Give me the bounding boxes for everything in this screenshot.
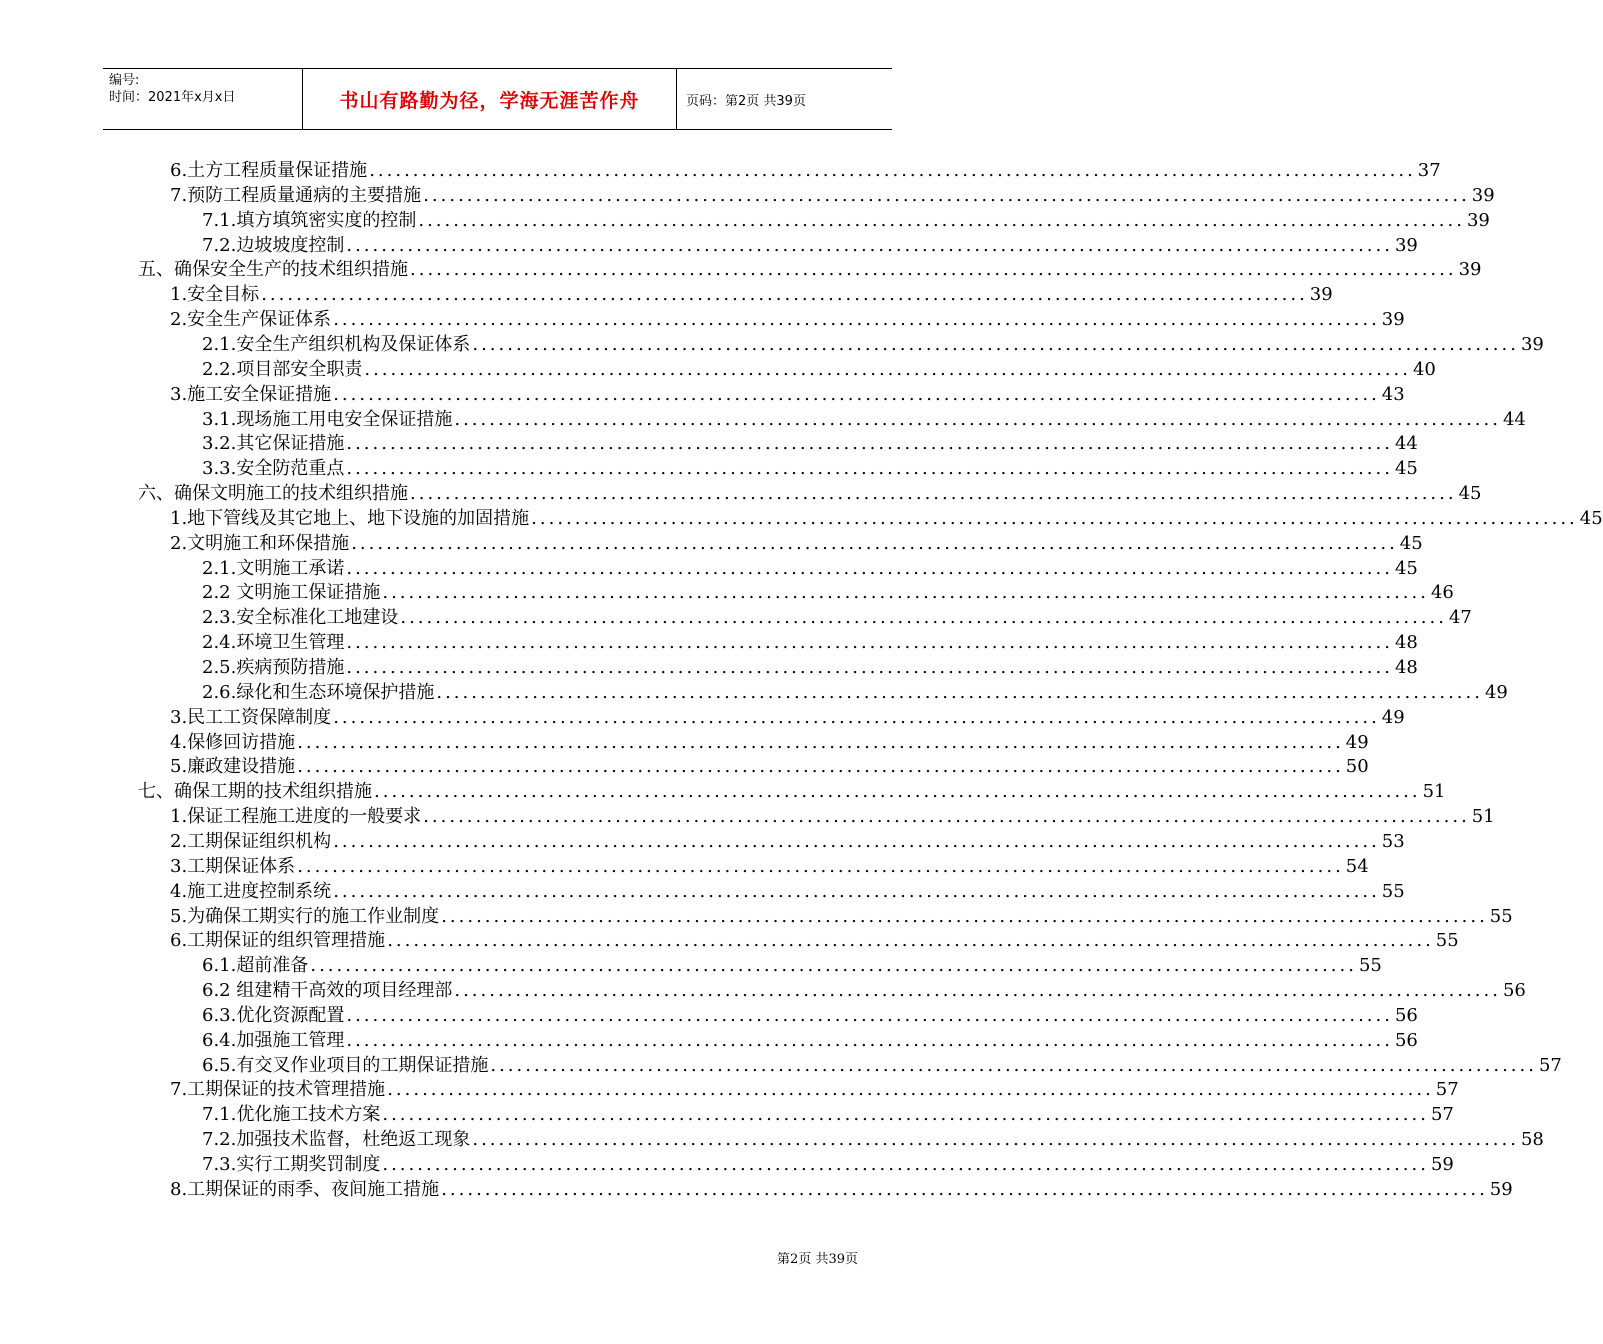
toc-entry-page: 56 bbox=[1502, 980, 1526, 1002]
toc-leader-dots: ........................................................................................................................ bbox=[387, 930, 1434, 952]
toc-entry[interactable] bbox=[202, 1027, 1418, 1052]
header-page-label: 页码：第2页 共39页 bbox=[686, 93, 806, 109]
toc-leader-dots: ........................................................................................................................ bbox=[382, 1154, 1429, 1175]
toc-entry-page: 47 bbox=[1448, 607, 1472, 629]
toc-entry[interactable] bbox=[202, 1052, 1562, 1077]
toc-entry-page: 59 bbox=[1489, 1178, 1513, 1200]
toc-entry[interactable] bbox=[170, 704, 1405, 729]
toc-entry-page: 51 bbox=[1471, 806, 1495, 828]
toc-entry[interactable] bbox=[202, 406, 1526, 431]
toc-entry-title: 6.4.加强施工管理 bbox=[202, 1029, 345, 1051]
toc-entry-title: 3.3.安全防范重点 bbox=[202, 458, 345, 480]
toc-leader-dots: ........................................................................................................................ bbox=[454, 980, 1501, 1002]
toc-entry-title: 2.2 文明施工保证措施 bbox=[202, 582, 381, 604]
toc-leader-dots: ........................................................................................................................ bbox=[346, 433, 1393, 455]
toc-leader-dots: ........................................................................................................................ bbox=[382, 1104, 1429, 1126]
toc-leader-dots: ........................................................................................................................ bbox=[382, 582, 1429, 604]
toc-entry-title: 2.文明施工和环保措施 bbox=[170, 532, 350, 554]
toc-entry[interactable] bbox=[170, 306, 1405, 331]
toc-leader-dots: ........................................................................................................................ bbox=[333, 706, 1380, 728]
toc-entry-title: 2.安全生产保证体系 bbox=[170, 309, 332, 331]
toc-leader-dots: ........................................................................................................................ bbox=[374, 781, 1421, 803]
footer-page-label: 第2页 共39页 bbox=[777, 1252, 858, 1267]
toc-entry-page: 55 bbox=[1358, 955, 1382, 977]
toc-entry-page: 45 bbox=[1394, 557, 1418, 579]
toc-entry[interactable] bbox=[202, 679, 1508, 704]
toc-leader-dots: ........................................................................................................................ bbox=[400, 607, 1447, 629]
toc-leader-dots: ........................................................................................................................ bbox=[333, 383, 1380, 405]
toc-leader-dots: ........................................................................................................................ bbox=[346, 657, 1393, 678]
toc-entry-title: 8.工期保证的雨季、夜间施工措施 bbox=[170, 1178, 440, 1200]
toc-entry-page: 55 bbox=[1435, 930, 1459, 952]
toc-entry-title: 6.5.有交叉作业项目的工期保证措施 bbox=[202, 1054, 489, 1076]
toc-leader-dots: ........................................................................................................................ bbox=[364, 358, 1411, 380]
toc-entry-title: 六、确保文明施工的技术组织措施 bbox=[138, 483, 408, 505]
document-number-label: 编号: bbox=[109, 73, 140, 88]
toc-leader-dots: ........................................................................................................................ bbox=[472, 333, 1519, 355]
toc-entry-title: 6.工期保证的组织管理措施 bbox=[170, 930, 386, 952]
toc-entry[interactable] bbox=[202, 455, 1418, 480]
toc-leader-dots: ........................................................................................................................ bbox=[346, 557, 1393, 579]
toc-leader-dots: ........................................................................................................................ bbox=[369, 160, 1416, 181]
toc-entry[interactable] bbox=[170, 828, 1405, 853]
toc-entry-title: 3.1.现场施工用电安全保证措施 bbox=[202, 408, 453, 430]
toc-entry-page: 37 bbox=[1417, 160, 1441, 181]
header-motto-cell bbox=[303, 69, 677, 129]
toc-entry-title: 4.保修回访措施 bbox=[170, 731, 296, 753]
toc-leader-dots: ........................................................................................................................ bbox=[346, 458, 1393, 480]
toc-entry[interactable] bbox=[202, 1151, 1454, 1176]
toc-entry-page: 59 bbox=[1430, 1154, 1454, 1175]
page-header bbox=[103, 68, 892, 130]
toc-leader-dots: ........................................................................................................................ bbox=[472, 1129, 1519, 1151]
toc-entry-title: 2.工期保证组织机构 bbox=[170, 830, 332, 852]
header-motto: 书山有路勤为径，学海无涯苦作舟 bbox=[339, 89, 640, 112]
toc-entry-page: 45 bbox=[1579, 507, 1603, 529]
toc-entry-title: 2.1.文明施工承诺 bbox=[202, 557, 345, 579]
toc-entry-title: 3.民工工资保障制度 bbox=[170, 706, 332, 728]
toc-entry-title: 6.1.超前准备 bbox=[202, 955, 309, 977]
header-meta bbox=[103, 69, 303, 129]
toc-entry[interactable] bbox=[170, 381, 1405, 406]
toc-leader-dots: ........................................................................................................................ bbox=[333, 830, 1380, 852]
toc-entry-title: 1.安全目标 bbox=[170, 284, 260, 306]
toc-leader-dots: ........................................................................................................................ bbox=[423, 184, 1470, 206]
toc-entry-title: 3.施工安全保证措施 bbox=[170, 383, 332, 405]
toc-entry-page: 44 bbox=[1502, 408, 1526, 430]
toc-entry-title: 7.2.边坡坡度控制 bbox=[202, 234, 345, 256]
toc-leader-dots: ........................................................................................................................ bbox=[441, 905, 1488, 927]
toc-entry-title: 1.保证工程施工进度的一般要求 bbox=[170, 806, 422, 828]
toc-entry-title: 7.2.加强技术监督，杜绝返工现象 bbox=[202, 1129, 471, 1151]
toc-entry-title: 7.1.填方填筑密实度的控制 bbox=[202, 209, 417, 231]
toc-leader-dots: ........................................................................................................................ bbox=[346, 1004, 1393, 1026]
toc-entry[interactable] bbox=[170, 729, 1369, 754]
toc-entry[interactable] bbox=[170, 157, 1441, 182]
toc-entry[interactable] bbox=[138, 778, 1446, 803]
toc-entry-page: 48 bbox=[1394, 632, 1418, 654]
toc-leader-dots: ........................................................................................................................ bbox=[418, 209, 1465, 231]
toc-entry-page: 55 bbox=[1381, 880, 1405, 902]
document-date-label: 时间：2021年x月x日 bbox=[109, 90, 236, 105]
toc-entry-title: 2.5.疾病预防措施 bbox=[202, 657, 345, 678]
toc-entry-title: 3.2.其它保证措施 bbox=[202, 433, 345, 455]
toc-entry[interactable] bbox=[202, 1101, 1454, 1126]
toc-entry-title: 2.1.安全生产组织机构及保证体系 bbox=[202, 333, 471, 355]
toc-entry[interactable] bbox=[202, 555, 1418, 580]
toc-leader-dots: ........................................................................................................................ bbox=[423, 806, 1470, 828]
toc-leader-dots: ........................................................................................................................ bbox=[333, 309, 1380, 331]
toc-entry[interactable] bbox=[202, 331, 1544, 356]
toc-entry-page: 39 bbox=[1458, 259, 1482, 281]
toc-entry[interactable] bbox=[170, 281, 1333, 306]
toc-entry-page: 45 bbox=[1399, 532, 1423, 554]
toc-entry-title: 七、确保工期的技术组织措施 bbox=[138, 781, 372, 803]
toc-entry-title: 2.3.安全标准化工地建设 bbox=[202, 607, 399, 629]
toc-entry-page: 49 bbox=[1484, 681, 1508, 703]
toc-entry[interactable] bbox=[202, 1002, 1418, 1027]
toc-entry-title: 4.施工进度控制系统 bbox=[170, 880, 332, 902]
toc-leader-dots: ........................................................................................................................ bbox=[436, 681, 1483, 703]
toc-entry-page: 39 bbox=[1394, 234, 1418, 256]
toc-entry-page: 48 bbox=[1394, 657, 1418, 678]
toc-leader-dots: ........................................................................................................................ bbox=[454, 408, 1501, 430]
toc-entry-page: 53 bbox=[1381, 830, 1405, 852]
toc-entry[interactable] bbox=[170, 753, 1369, 778]
toc-entry-page: 39 bbox=[1309, 284, 1333, 306]
toc-entry[interactable] bbox=[202, 579, 1454, 604]
toc-entry-page: 57 bbox=[1538, 1054, 1562, 1076]
toc-entry-page: 39 bbox=[1520, 333, 1544, 355]
toc-leader-dots: ........................................................................................................................ bbox=[346, 1029, 1393, 1051]
toc-entry[interactable] bbox=[170, 182, 1495, 207]
toc-entry-page: 46 bbox=[1430, 582, 1454, 604]
toc-entry-page: 44 bbox=[1394, 433, 1418, 455]
toc-entry-title: 2.4.环境卫生管理 bbox=[202, 632, 345, 654]
toc-entry-page: 56 bbox=[1394, 1004, 1418, 1026]
toc-entry[interactable] bbox=[202, 977, 1526, 1002]
toc-leader-dots: ........................................................................................................................ bbox=[441, 1178, 1488, 1200]
toc-entry[interactable] bbox=[202, 207, 1490, 232]
toc-entry-page: 50 bbox=[1345, 756, 1369, 778]
toc-entry-page: 58 bbox=[1520, 1129, 1544, 1151]
toc-entry-title: 五、确保安全生产的技术组织措施 bbox=[138, 259, 408, 281]
toc-entry[interactable] bbox=[202, 604, 1472, 629]
toc-entry[interactable] bbox=[202, 1126, 1544, 1151]
toc-entry-title: 5.廉政建设措施 bbox=[170, 756, 296, 778]
toc-leader-dots: ........................................................................................................................ bbox=[297, 756, 1344, 778]
toc-entry-title: 2.2.项目部安全职责 bbox=[202, 358, 363, 380]
toc-leader-dots: ........................................................................................................................ bbox=[310, 955, 1357, 977]
toc-leader-dots: ........................................................................................................................ bbox=[333, 880, 1380, 902]
toc-leader-dots: ........................................................................................................................ bbox=[531, 507, 1578, 529]
toc-entry-title: 6.3.优化资源配置 bbox=[202, 1004, 345, 1026]
toc-entry[interactable] bbox=[170, 903, 1513, 928]
toc-entry-title: 3.工期保证体系 bbox=[170, 855, 296, 877]
toc-entry[interactable] bbox=[202, 232, 1418, 257]
toc-entry-page: 43 bbox=[1381, 383, 1405, 405]
toc-entry[interactable] bbox=[170, 878, 1405, 903]
toc-entry[interactable] bbox=[202, 356, 1436, 381]
toc-entry[interactable] bbox=[170, 927, 1459, 952]
toc-entry-title: 7.3.实行工期奖罚制度 bbox=[202, 1154, 381, 1175]
toc-entry-page: 51 bbox=[1422, 781, 1446, 803]
toc-entry-page: 56 bbox=[1394, 1029, 1418, 1051]
toc-entry-title: 2.6.绿化和生态环境保护措施 bbox=[202, 681, 435, 703]
toc-entry[interactable] bbox=[202, 654, 1418, 679]
toc-entry[interactable] bbox=[202, 952, 1382, 977]
toc-entry-page: 39 bbox=[1466, 209, 1490, 231]
toc-entry[interactable] bbox=[170, 505, 1603, 530]
toc-entry[interactable] bbox=[170, 853, 1369, 878]
toc-entry-page: 49 bbox=[1345, 731, 1369, 753]
header-page-cell bbox=[677, 69, 892, 129]
toc-entry-title: 7.预防工程质量通病的主要措施 bbox=[170, 184, 422, 206]
toc-leader-dots: ........................................................................................................................ bbox=[410, 483, 1457, 505]
toc-entry-page: 39 bbox=[1471, 184, 1495, 206]
toc-entry-title: 6.土方工程质量保证措施 bbox=[170, 160, 368, 181]
toc-leader-dots: ........................................................................................................................ bbox=[410, 259, 1457, 281]
toc-entry-page: 39 bbox=[1381, 309, 1405, 331]
toc-entry-title: 7.工期保证的技术管理措施 bbox=[170, 1079, 386, 1101]
toc-entry-page: 45 bbox=[1394, 458, 1418, 480]
toc-leader-dots: ........................................................................................................................ bbox=[261, 284, 1308, 306]
toc-entry-page: 54 bbox=[1345, 855, 1369, 877]
toc-leader-dots: ........................................................................................................................ bbox=[297, 731, 1344, 753]
toc-entry-title: 5.为确保工期实行的施工作业制度 bbox=[170, 905, 440, 927]
toc-entry-title: 6.2 组建精干高效的项目经理部 bbox=[202, 980, 453, 1002]
toc-entry[interactable] bbox=[170, 1076, 1459, 1101]
toc-entry-page: 57 bbox=[1430, 1104, 1454, 1126]
toc-entry-page: 55 bbox=[1489, 905, 1513, 927]
toc-leader-dots: ........................................................................................................................ bbox=[346, 234, 1393, 256]
toc-entry[interactable] bbox=[170, 803, 1495, 828]
toc-entry[interactable] bbox=[202, 430, 1418, 455]
toc-entry[interactable] bbox=[170, 530, 1423, 555]
toc-leader-dots: ........................................................................................................................ bbox=[346, 632, 1393, 654]
toc-leader-dots: ........................................................................................................................ bbox=[297, 855, 1344, 877]
toc-entry-page: 40 bbox=[1412, 358, 1436, 380]
toc-leader-dots: ........................................................................................................................ bbox=[387, 1079, 1434, 1101]
toc-entry-page: 57 bbox=[1435, 1079, 1459, 1101]
toc-entry[interactable] bbox=[138, 256, 1482, 281]
toc-entry[interactable] bbox=[202, 629, 1418, 654]
toc-entry-page: 45 bbox=[1458, 483, 1482, 505]
toc-entry[interactable] bbox=[170, 1176, 1513, 1201]
toc-leader-dots: ........................................................................................................................ bbox=[490, 1054, 1537, 1076]
toc-entry-page: 49 bbox=[1381, 706, 1405, 728]
toc-leader-dots: ........................................................................................................................ bbox=[351, 532, 1398, 554]
toc-entry[interactable] bbox=[138, 480, 1482, 505]
toc-entry-title: 1.地下管线及其它地上、地下设施的加固措施 bbox=[170, 507, 530, 529]
toc-entry-title: 7.1.优化施工技术方案 bbox=[202, 1104, 381, 1126]
